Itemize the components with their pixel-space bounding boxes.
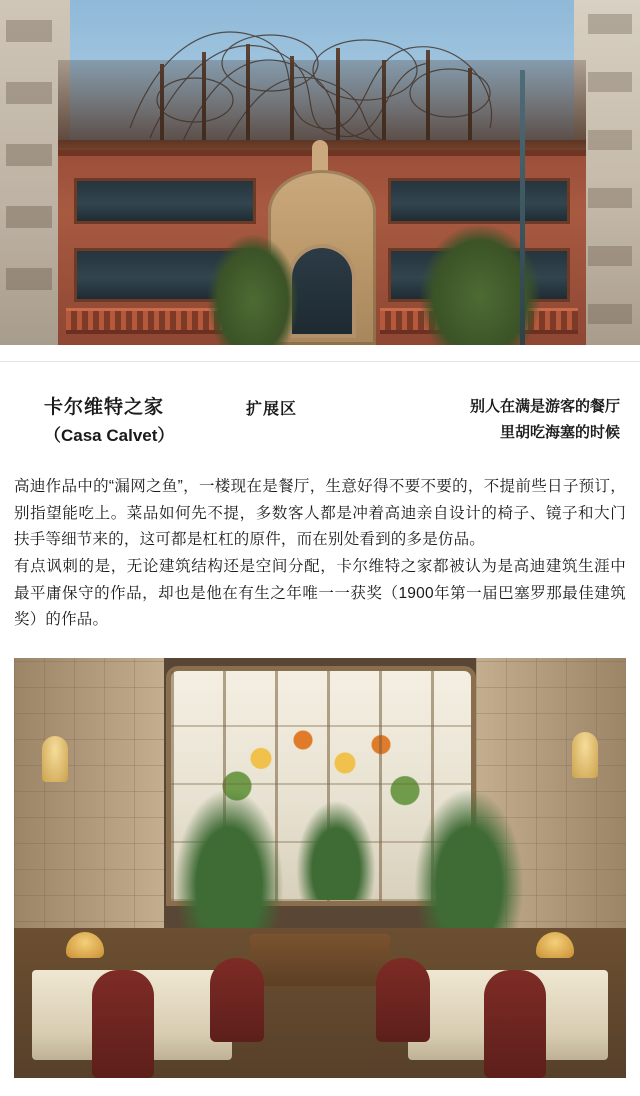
article-body <box>0 448 640 648</box>
wall-sconce-left <box>42 736 68 782</box>
street-pole <box>520 70 525 345</box>
tagline-line-1: 别人在满是游客的餐厅 <box>469 398 620 415</box>
building-name-en: （Casa Calvet） <box>44 425 175 445</box>
street-tree-left <box>208 235 298 345</box>
tagline <box>396 394 626 445</box>
paragraph-1: 高迪作品中的“漏网之鱼”，一楼现在是餐厅，生意好得不要不要的，不提前些日子预订，别指望能吃上。菜品如何先不提，多数客人都是冲着高迪亲自设计的椅子、镜子和大门扶手等细节来的，这可都是杠杠的原件，而在别处看到的多是仿品。 <box>14 478 626 549</box>
upper-wall <box>58 60 586 150</box>
wall-sconce-right <box>572 732 598 778</box>
building-name <box>14 394 246 448</box>
building-name-cn: 卡尔维特之家 <box>44 397 165 418</box>
district-label: 扩展区 <box>246 401 298 418</box>
roof-statuette <box>312 140 328 174</box>
palm-plant-right <box>414 788 524 928</box>
title-row <box>0 362 640 448</box>
gable-window <box>292 248 352 334</box>
window-band-upper-left <box>74 178 256 224</box>
tagline-line-2: 里胡吃海塞的时候 <box>499 423 620 441</box>
restaurant-interior-photo <box>14 658 626 1078</box>
dining-chair-back-right <box>376 958 430 1042</box>
palm-plant-center <box>296 800 376 900</box>
paragraph-2: 有点讽刺的是，无论建筑结构还是空间分配，卡尔维特之家都被认为是高迪建筑生涯中最平庸保守的作品，却也是他在有生之年唯一一获奖（1900年第一届巴塞罗那最佳建筑奖）的作品。 <box>14 557 626 629</box>
dining-chair-back-left <box>210 958 264 1042</box>
window-band-upper-right <box>388 178 570 224</box>
palm-plant-left <box>174 788 284 928</box>
building-exterior-photo <box>0 0 640 345</box>
center-console-table <box>250 934 390 986</box>
dining-chair-front-right <box>484 970 546 1078</box>
dining-chair-front-left <box>92 970 154 1078</box>
